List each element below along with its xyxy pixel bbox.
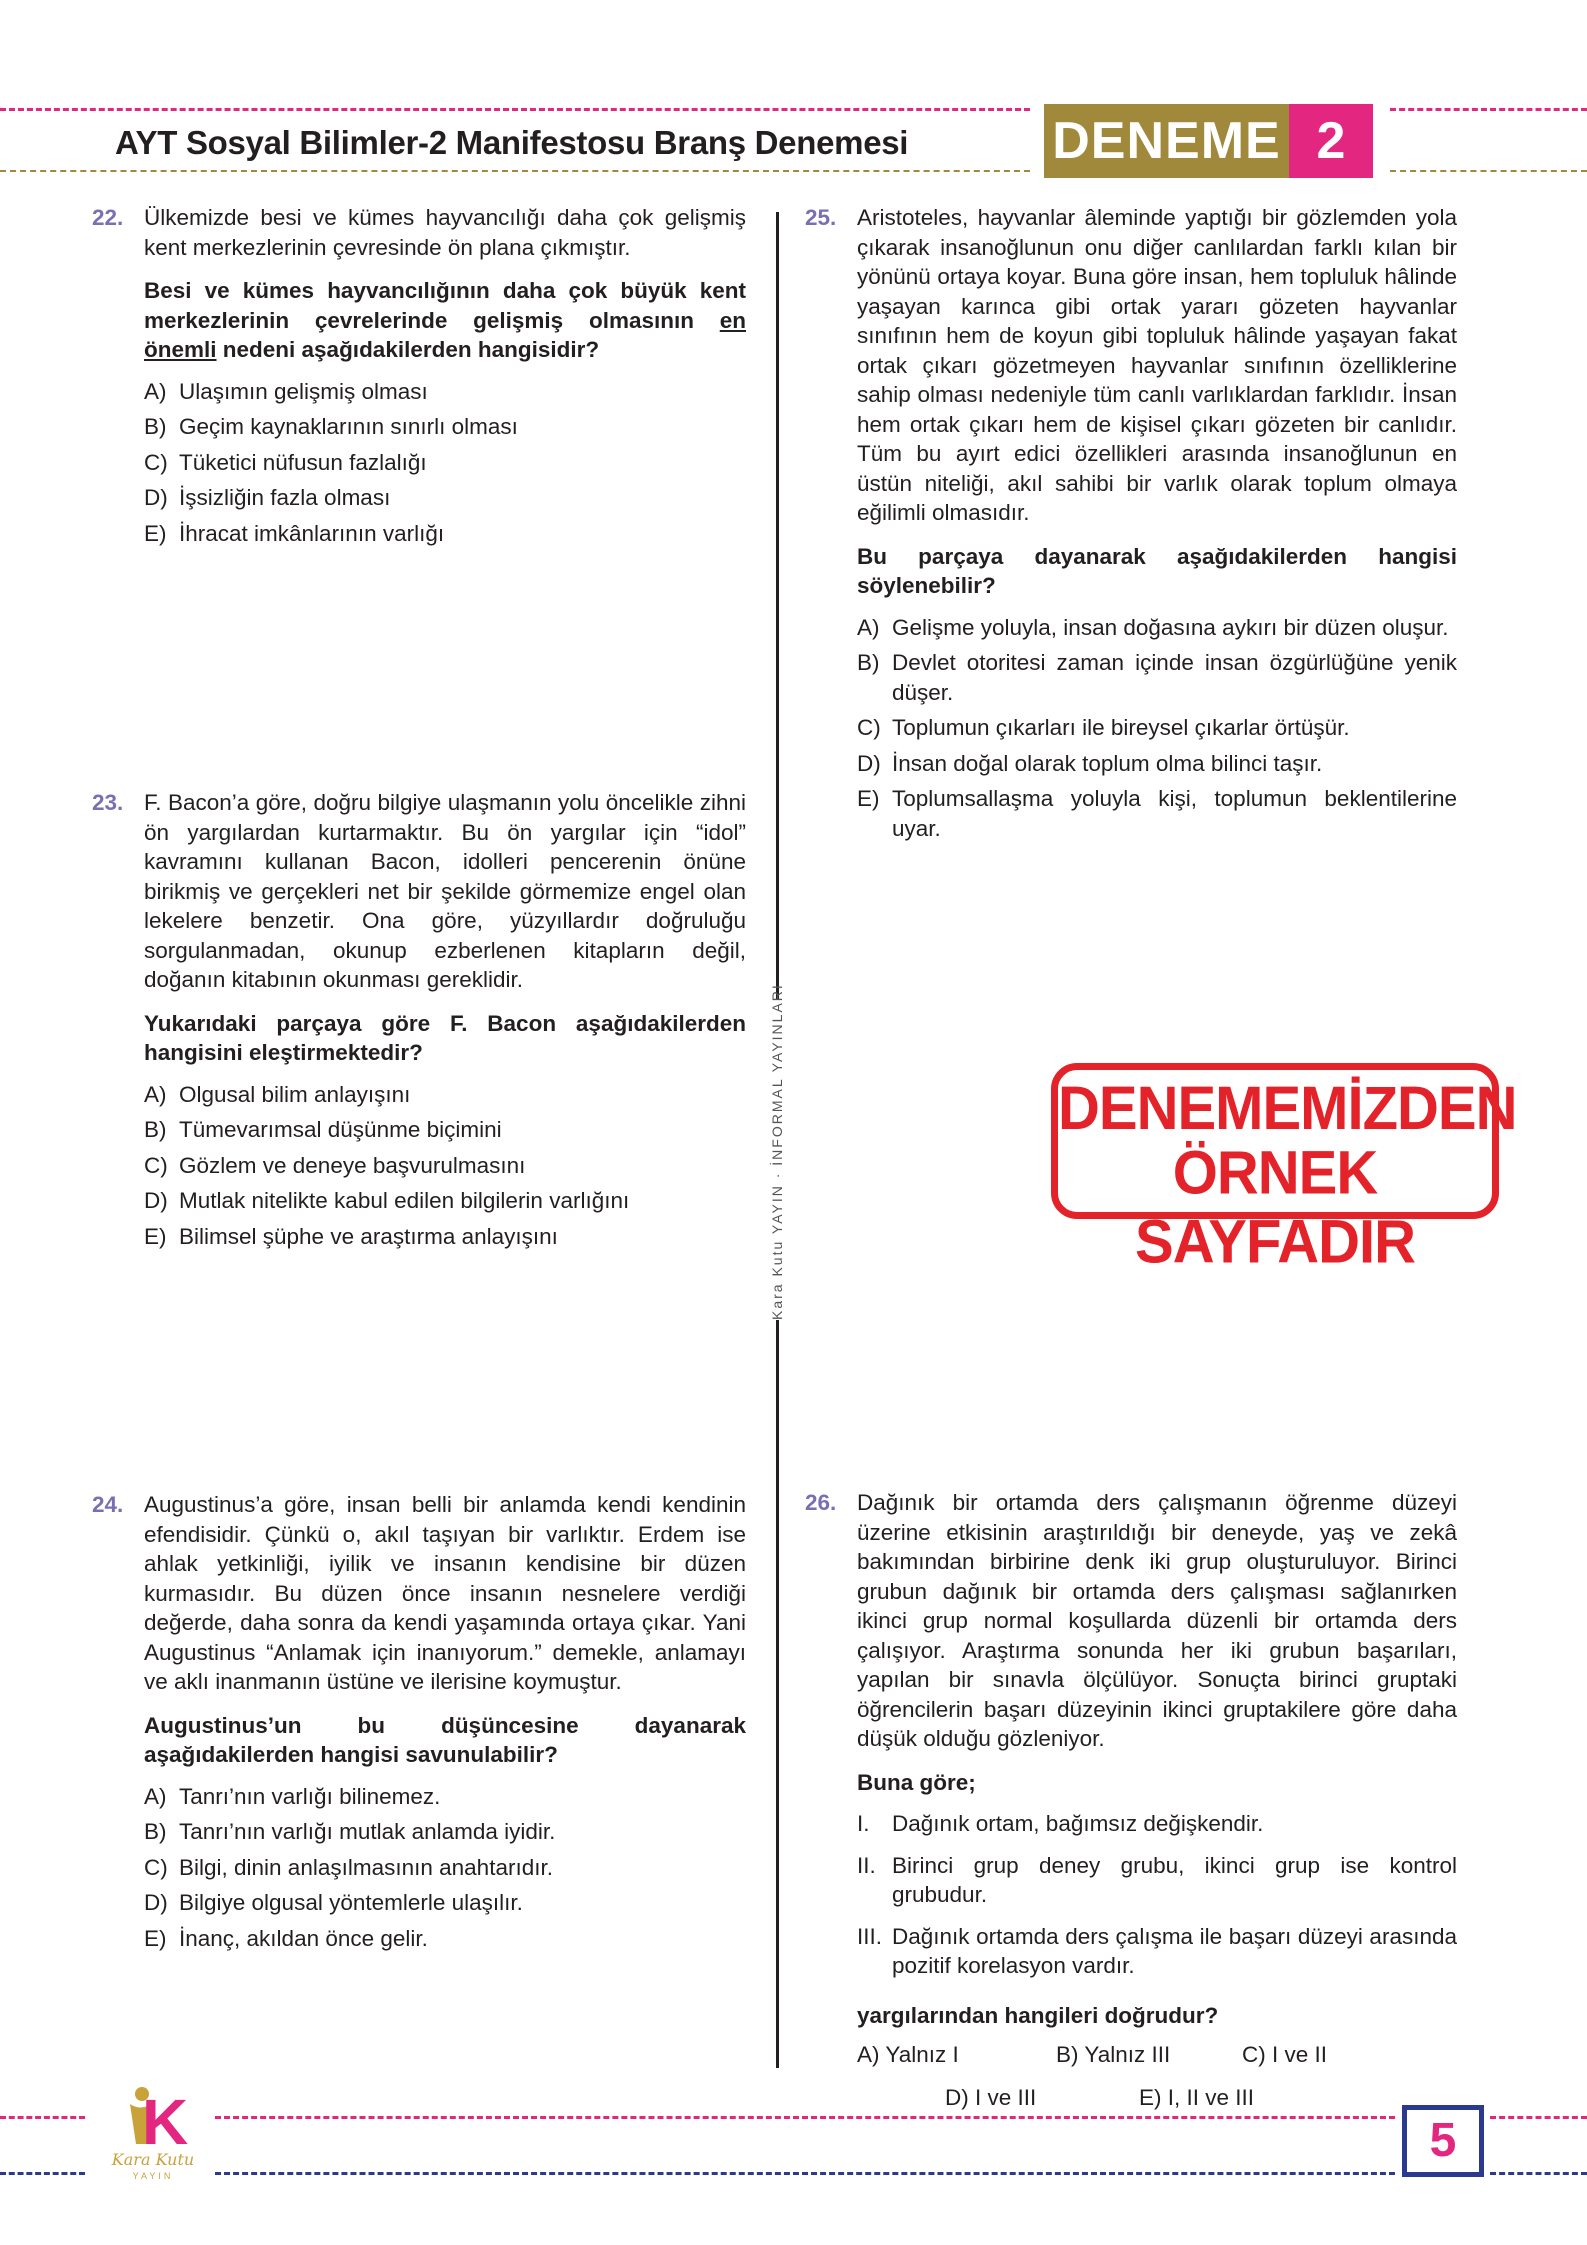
option-b[interactable]: B) Tümevarımsal düşünme biçimini: [144, 1117, 502, 1142]
footer-top-dashed-line: [215, 2116, 1395, 2119]
option-d[interactable]: D) Mutlak nitelikte kabul edilen bilgilerin varlığını: [144, 1188, 630, 1213]
question-lead: Buna göre;: [857, 1769, 976, 1795]
option-e[interactable]: E) I, II ve III: [1139, 2085, 1255, 2110]
option-a[interactable]: A) Olgusal bilim anlayışını: [144, 1081, 411, 1107]
footer-bottom-dashed-line-left: [0, 2172, 85, 2175]
option-a[interactable]: A) Gelişme yoluyla, insan doğasına aykırı bir düzen oluşur.: [857, 614, 1449, 640]
question-text: Augustinus’a göre, insan belli bir anlamda kendi kendinin efendisidir. Çünkü o, akıl taşıyan bir varlıktır. Erdem ise ahlak yetkinliği, iyilik ve insanın kendisine bir düzen kurmasıdır. Bu düzen önce insanın nesnelere verdiği değerde, daha sonra da kendi yaşamında ortaya çıkar. Yani Augustinus “Anlamak için inanıyorum.” demekle, anlamayı ve aklı inanmanın üstüne ve ilerisine koymuştur.: [144, 1492, 746, 1694]
option-c[interactable]: C) Toplumun çıkarları ile bireysel çıkarlar örtüşür.: [857, 715, 1350, 740]
page-number: 5: [1402, 2105, 1484, 2177]
publisher-vertical-label: Kara Kutu YAYIN · İNFORMAL YAYINLARI: [760, 1000, 794, 1320]
question-stem: yargılarından hangileri doğrudur?: [857, 2002, 1219, 2028]
question-25: [805, 203, 1457, 849]
header-bottom-dashed-line: [0, 170, 1030, 172]
logo-name: Kara Kutu: [111, 2150, 195, 2169]
option-e[interactable]: E) Toplumsallaşma yoluyla kişi, toplumun beklentilerine uyar.: [857, 786, 1457, 841]
header-top-dashed-line-right: [1390, 108, 1587, 111]
option-b[interactable]: B) Yalnız III: [1056, 2042, 1171, 2067]
answer-options: [144, 1782, 746, 1954]
footer-bottom-dashed-line-right: [1490, 2172, 1587, 2175]
answer-options: [857, 2040, 1457, 2120]
question-24: [92, 1490, 746, 1959]
question-stem: Bu parçaya dayanarak aşağıdakilerden hangisi söylenebilir?: [857, 543, 1457, 598]
option-d[interactable]: D) İşsizliğin fazla olması: [144, 485, 391, 510]
option-d[interactable]: D) İnsan doğal olarak toplum olma bilinci taşır.: [857, 750, 1323, 776]
footer-top-dashed-line-right: [1490, 2116, 1587, 2119]
kara-kutu-logo: [108, 2082, 198, 2148]
question-stem: Yukarıdaki parçaya göre F. Bacon aşağıdakilerden hangisini eleştirmektedir?: [144, 1010, 746, 1065]
deneme-number: 2: [1289, 104, 1373, 178]
footer-bottom-dashed-line: [215, 2172, 1395, 2175]
question-23: [92, 788, 746, 1257]
question-text: F. Bacon’a göre, doğru bilgiye ulaşmanın yolu öncelikle zihni ön yargılardan kurtarmaktır. Bu ön yargılar için “idol” kavramını kullanan Bacon, idolleri pencerenin önüne birikmiş ve gerçekleri net bir şekilde görmemize engel olan lekelere benzetir. Ona göre, yüzyıllardır doğruluğu sorgulanmadan, okunup ezberlenen kitapların değil, doğanın kitabının okunması gereklidir.: [144, 790, 746, 992]
option-b[interactable]: B) Tanrı’nın varlığı mutlak anlamda iyidir.: [144, 1819, 556, 1844]
option-c[interactable]: C) Tüketici nüfusun fazlalığı: [144, 449, 427, 475]
option-c[interactable]: C) Gözlem ve deneye başvurulmasını: [144, 1152, 526, 1178]
option-a[interactable]: A) Ulaşımın gelişmiş olması: [144, 378, 428, 404]
question-number: 26.: [805, 1490, 837, 1515]
option-e[interactable]: E) İhracat imkânlarının varlığı: [144, 520, 445, 546]
deneme-badge: DENEME: [1044, 104, 1289, 178]
option-e[interactable]: E) İnanç, akıldan önce gelir.: [144, 1925, 428, 1951]
option-a[interactable]: A) Yalnız I: [857, 2042, 959, 2067]
statement-2: II. Birinci grup deney grubu, ikinci grup ise kontrol grubudur.: [857, 1852, 1457, 1907]
question-number: 22.: [92, 205, 124, 230]
exam-title: AYT Sosyal Bilimler-2 Manifestosu Branş Denemesi: [115, 124, 909, 161]
answer-options: [857, 613, 1457, 844]
question-number: 24.: [92, 1492, 124, 1517]
question-26: [805, 1488, 1457, 2120]
option-a[interactable]: A) Tanrı’nın varlığı bilinemez.: [144, 1783, 441, 1809]
question-22: [92, 203, 746, 554]
option-c[interactable]: C) Bilgi, dinin anlaşılmasının anahtarıdır.: [144, 1854, 553, 1880]
option-b[interactable]: B) Devlet otoritesi zaman içinde insan özgürlüğüne yenik düşer.: [857, 650, 1457, 705]
header-bottom-dashed-line-right: [1390, 170, 1587, 172]
option-d[interactable]: D) Bilgiye olgusal yöntemlerle ulaşılır.: [144, 1890, 523, 1915]
question-text: Aristoteles, hayvanlar âleminde yaptığı bir gözlemden yola çıkarak insanoğlunun onu diğer canlılardan farklı kılan bir yönünü ortaya koyar. Buna göre insan, hem topluluk hâlinde yaşayan karınca gibi ortak yararı gözeten hayvanlar sınıfının hem de koyun gibi topluluk hâlinde yaşayan fakat ortak çıkarı gözetmeyen hayvanlar sınıfının özelliklerine sahip olması nedeniyle tüm canlı varlıklardan farklıdır. İnsan hem ortak çıkarı hem de kişisel çıkarı gözeten bir canlıdır. Tüm bu ayırt edici özellikleri arasında insanoğlunun en üstün niteliği, akıl sahibi bir varlık olarak toplum olmaya eğilimli olmasıdır.: [857, 205, 1457, 525]
option-b[interactable]: B) Geçim kaynaklarının sınırlı olması: [144, 414, 518, 439]
header-top-dashed-line: [0, 108, 1030, 111]
logo-subtitle: YAYIN: [132, 2171, 174, 2181]
question-text: Dağınık bir ortamda ders çalışmanın öğrenme düzeyi üzerine etkisinin araştırıldığı bir deneyde, yaş ve zekâ bakımından birbirine denk iki grup oluşturuluyor. Birinci grubun dağınık bir ortamda ders çalışması sağlanırken ikinci grup normal koşullarda düzenli bir ortamda ders çalışıyor. Araştırma sonunda her iki grubun başarıları, yapılan bir sınavla ölçülüyor. Sonuçta birinci gruptaki öğrencilerin başarı düzeyinin ikinci gruptakilere göre daha düşük olduğu gözleniyor.: [857, 1490, 1457, 1751]
footer-top-dashed-line-left: [0, 2116, 85, 2119]
answer-options: [144, 377, 746, 549]
answer-options: [144, 1080, 746, 1252]
logo-letter: K: [142, 2086, 189, 2148]
option-e[interactable]: E) Bilimsel şüphe ve araştırma anlayışını: [144, 1223, 558, 1249]
statement-3: III. Dağınık ortamda ders çalışma ile başarı düzeyi arasında pozitif korelasyon vardır.: [857, 1923, 1457, 1978]
option-d[interactable]: D) I ve III: [945, 2085, 1037, 2110]
statement-1: I. Dağınık ortam, bağımsız değişkendir.: [857, 1811, 1264, 1836]
question-stem: Augustinus’un bu düşüncesine dayanarak aşağıdakilerden hangisi savunulabilir?: [144, 1712, 746, 1767]
question-stem: Besi ve kümes hayvancılığının daha çok büyük kent merkezlerinin çevrelerinde gelişmiş olmasının en önemli nedeni aşağıdakilerden hangisidir?: [144, 278, 746, 362]
question-number: 23.: [92, 790, 124, 815]
sample-page-stamp: [1051, 1063, 1517, 1277]
stamp-line-2: ÖRNEK SAYFADIR: [1135, 1138, 1415, 1277]
option-c[interactable]: C) I ve II: [1242, 2042, 1328, 2067]
question-text: Ülkemizde besi ve kümes hayvancılığı daha çok gelişmiş kent merkezlerinin çevresinde ön plana çıkmıştır.: [144, 205, 746, 260]
statement-list: [857, 1809, 1457, 1981]
question-number: 25.: [805, 205, 837, 230]
stamp-line-1: DENEMEMİZDEN: [1058, 1074, 1517, 1143]
